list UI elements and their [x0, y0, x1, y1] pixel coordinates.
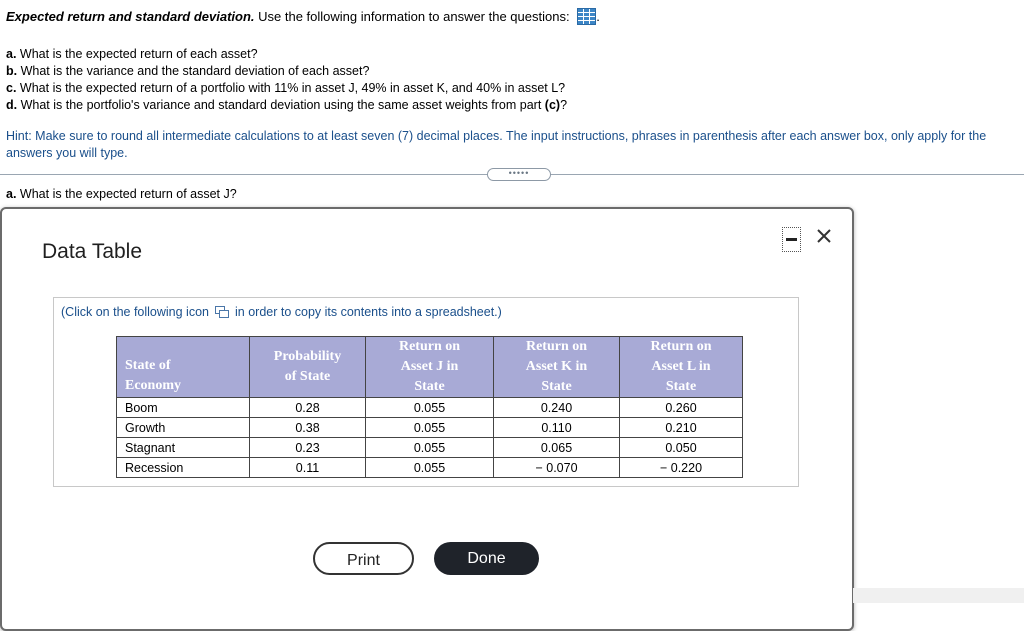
part-reference: (c) [544, 98, 561, 112]
table-cell: 0.240 [494, 398, 620, 418]
question-header [6, 9, 600, 26]
question-list [6, 46, 567, 114]
close-icon [816, 228, 832, 244]
table-cell: 0.23 [250, 438, 366, 458]
table-cell: 0.210 [620, 418, 743, 438]
table-row [117, 458, 743, 478]
table-cell: 0.110 [494, 418, 620, 438]
table-cell: 0.11 [250, 458, 366, 478]
question-text: What is the variance and the standard deviation of each asset? [20, 64, 370, 78]
table-cell: 0.260 [620, 398, 743, 418]
table-cell: − 0.070 [494, 458, 620, 478]
background-panel [853, 588, 1024, 603]
question-letter: d. [6, 98, 18, 112]
table-container [53, 297, 799, 487]
table-cell: Stagnant [117, 438, 250, 458]
close-button[interactable] [814, 226, 834, 246]
table-cell: Recession [117, 458, 250, 478]
table-cell: Growth [117, 418, 250, 438]
data-table [116, 336, 743, 478]
table-cell: 0.38 [250, 418, 366, 438]
current-question [6, 187, 237, 201]
hint-text: Hint: Make sure to round all intermediate calculations to at least seven (7) decimal places. The input instructions, phrases in parenthesis after each answer box, only apply for the answers you will type. [6, 129, 987, 160]
question-item [6, 97, 567, 114]
question-letter: a. [6, 47, 17, 61]
question-text: What is the expected return of a portfolio with 11% in asset J, 49% in asset K, and 40% in asset L? [19, 81, 566, 95]
table-cell: 0.055 [366, 438, 494, 458]
data-table-modal [0, 207, 854, 631]
copy-instruction [61, 305, 502, 319]
table-row [117, 418, 743, 438]
header-period: . [596, 9, 600, 24]
minimize-button[interactable] [782, 227, 801, 252]
table-header-row [117, 337, 743, 398]
minimize-icon [786, 238, 797, 241]
table-cell: − 0.220 [620, 458, 743, 478]
header-probability: Probability of State [250, 337, 366, 398]
header-return-l: Return on Asset L in State [620, 337, 743, 398]
table-cell: 0.050 [620, 438, 743, 458]
question-letter: c. [6, 81, 17, 95]
question-item [6, 63, 567, 80]
table-row [117, 398, 743, 418]
done-button[interactable]: Done [434, 542, 539, 575]
question-item [6, 80, 567, 97]
question-letter: b. [6, 64, 18, 78]
data-table-icon[interactable] [577, 8, 596, 25]
table-cell: Boom [117, 398, 250, 418]
question-end: ? [560, 98, 568, 112]
question-text: What is the expected return of asset J? [19, 187, 237, 201]
header-return-j: Return on Asset J in State [366, 337, 494, 398]
table-row [117, 438, 743, 458]
copy-text-after: in order to copy its contents into a spreadsheet.) [235, 305, 502, 319]
table-cell: 0.28 [250, 398, 366, 418]
table-cell: 0.065 [494, 438, 620, 458]
header-state-of-economy: State of Economy [117, 337, 250, 398]
question-letter: a. [6, 187, 17, 201]
question-text: What is the portfolio's variance and standard deviation using the same asset weights from part [20, 98, 542, 112]
question-text: What is the expected return of each asset? [19, 47, 258, 61]
problem-title: Expected return and standard deviation. [6, 9, 255, 24]
table-cell: 0.055 [366, 418, 494, 438]
table-cell: 0.055 [366, 398, 494, 418]
print-button[interactable]: Print [313, 542, 414, 575]
problem-instruction: Use the following information to answer the questions: [258, 9, 570, 24]
expand-button[interactable]: ••••• [487, 168, 551, 181]
copy-text-before: (Click on the following icon [61, 305, 209, 319]
header-return-k: Return on Asset K in State [494, 337, 620, 398]
copy-icon[interactable] [215, 306, 229, 318]
question-item [6, 46, 567, 63]
modal-title: Data Table [42, 240, 143, 263]
table-cell: 0.055 [366, 458, 494, 478]
